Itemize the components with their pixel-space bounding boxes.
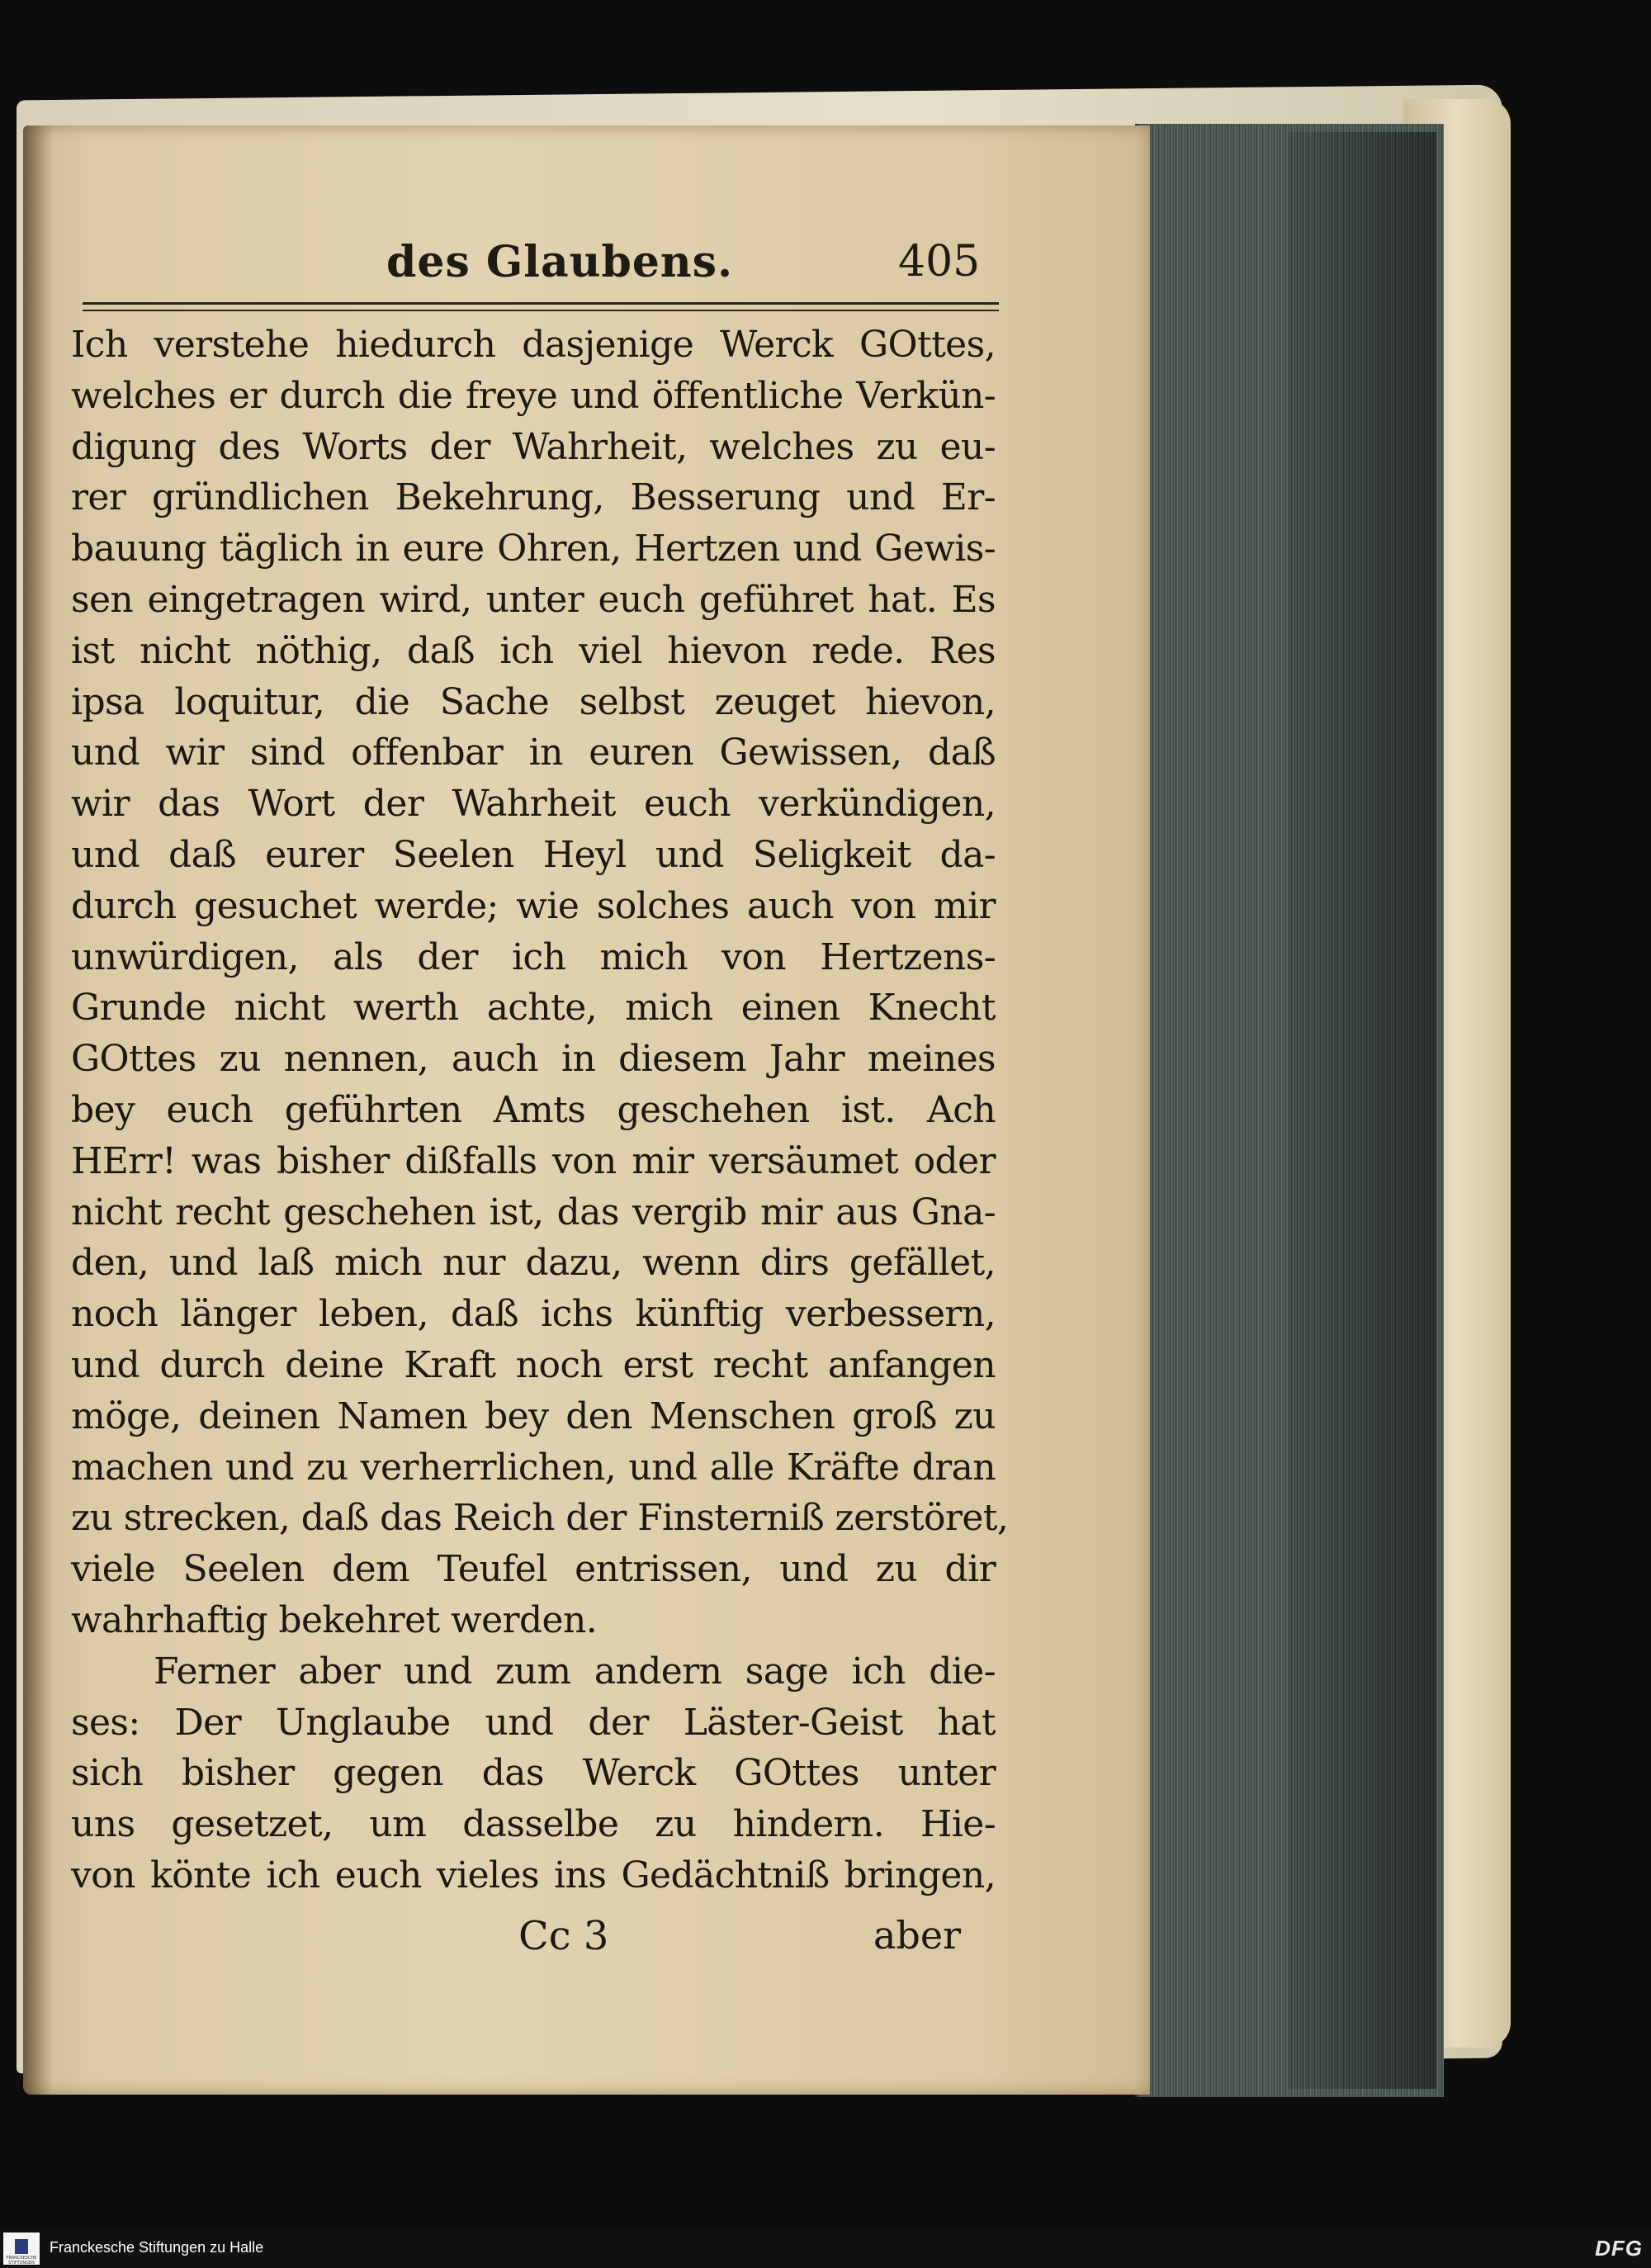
text-line: ist nicht nöthig, daß ich viel hievon rede. Res bbox=[71, 629, 996, 672]
text-line: GOttes zu nennen, auch in diesem Jahr meines bbox=[71, 1038, 996, 1081]
institution-crest-icon bbox=[15, 2239, 28, 2254]
text-line: unwürdigen, als der ich mich von Hertzens- bbox=[71, 935, 996, 978]
institution-logo[interactable] bbox=[3, 2232, 40, 2265]
text-line: von könte ich euch vieles ins Gedächtniß bringen, bbox=[71, 1854, 996, 1896]
text-line: Ferner aber und zum andern sage ich die- bbox=[154, 1650, 996, 1693]
text-line: zu strecken, daß das Reich der Finsterniß zerstöret, bbox=[71, 1497, 1009, 1540]
page-number: 405 bbox=[898, 237, 981, 286]
body-text bbox=[71, 320, 1009, 1901]
text-line: digung des Worts der Wahrheit, welches zu eu- bbox=[71, 425, 996, 468]
page-gutter-shadow bbox=[23, 125, 53, 2095]
text-line: bauung täglich in eure Ohren, Hertzen und Gewis- bbox=[71, 528, 996, 571]
text-line: machen und zu verherrlichen, und alle Kräfte dran bbox=[71, 1446, 996, 1489]
text-line: ipsa loquitur, die Sache selbst zeuget hievon, bbox=[71, 680, 996, 723]
header-rule bbox=[83, 302, 999, 311]
text-line: wahrhaftig bekehret werden. bbox=[71, 1598, 598, 1641]
running-head: des Glaubens. bbox=[386, 237, 734, 287]
text-line: sich bisher gegen das Werck GOttes unter bbox=[71, 1752, 996, 1795]
text-line: welches er durch die freye und öffentliche Verkün- bbox=[71, 374, 996, 417]
text-line: durch gesuchet werde; wie solches auch von mir bbox=[71, 884, 996, 927]
text-line: und durch deine Kraft noch erst recht anfangen bbox=[71, 1343, 996, 1386]
text-line: ses: Der Unglaube und der Läster-Geist hat bbox=[71, 1701, 996, 1744]
page-block-shadow bbox=[1288, 132, 1436, 2089]
text-line: Ich verstehe hiedurch dasjenige Werck GOttes, bbox=[71, 324, 996, 366]
text-line: uns gesetzet, um dasselbe zu hindern. Hie- bbox=[71, 1803, 996, 1846]
text-line: wir das Wort der Wahrheit euch verkündigen, bbox=[71, 783, 996, 826]
signature-mark: Cc 3 bbox=[518, 1913, 609, 1959]
text-line: noch länger leben, daß ichs künftig verbessern, bbox=[71, 1293, 996, 1336]
holding-institution-link[interactable]: Franckesche Stiftungen zu Halle bbox=[50, 2239, 264, 2256]
text-line: nicht recht geschehen ist, das vergib mir aus Gna- bbox=[71, 1191, 996, 1233]
footer-bar bbox=[0, 2229, 1651, 2268]
text-line: sen eingetragen wird, unter euch geführet hat. Es bbox=[71, 578, 996, 621]
text-line: bey euch geführten Amts geschehen ist. Ach bbox=[71, 1088, 996, 1131]
text-line: HErr! was bisher dißfalls von mir versäumet oder bbox=[71, 1139, 996, 1182]
text-line: Grunde nicht werth achte, mich einen Knecht bbox=[71, 987, 996, 1030]
text-line: den, und laß mich nur dazu, wenn dirs gefället, bbox=[71, 1242, 996, 1285]
logo-caption: FRANCKESCHE STIFTUNGEN bbox=[6, 2256, 37, 2266]
text-line: und daß eurer Seelen Heyl und Seligkeit da- bbox=[71, 833, 996, 876]
text-line: rer gründlichen Bekehrung, Besserung und Er- bbox=[71, 476, 996, 519]
text-line: und wir sind offenbar in euren Gewissen, daß bbox=[71, 732, 996, 774]
text-line: möge, deinen Namen bey den Menschen groß zu bbox=[71, 1394, 996, 1437]
dfg-logo[interactable]: DFG bbox=[1595, 2236, 1643, 2261]
catchword: aber bbox=[873, 1913, 962, 1958]
text-line: viele Seelen dem Teufel entrissen, und zu dir bbox=[71, 1548, 996, 1591]
book-page bbox=[23, 125, 1150, 2095]
